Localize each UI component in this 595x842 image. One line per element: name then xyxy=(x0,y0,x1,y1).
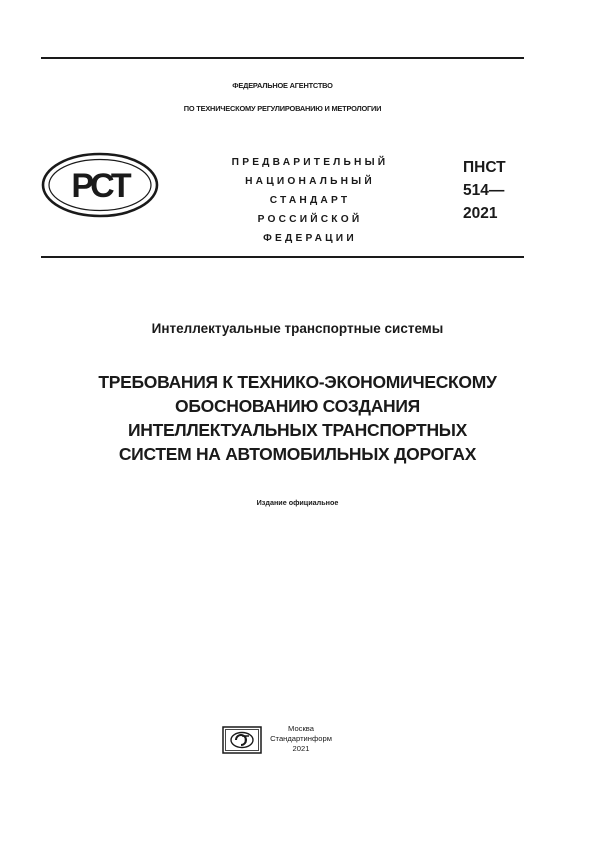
standard-type-block xyxy=(210,153,410,248)
standard-type-line: ПРЕДВАРИТЕЛЬНЫЙ xyxy=(231,157,389,168)
gost-r-logo-icon xyxy=(41,152,159,218)
series-title: Интеллектуальные транспортные системы xyxy=(151,321,444,336)
standard-type-line: ФЕДЕРАЦИИ xyxy=(263,233,357,244)
standard-designation xyxy=(463,156,506,225)
publisher-city: Москва xyxy=(288,724,314,733)
main-title-line: ТРЕБОВАНИЯ К ТЕХНИКО-ЭКОНОМИЧЕСКОМУ xyxy=(98,372,497,392)
standard-type-line: НАЦИОНАЛЬНЫЙ xyxy=(245,176,375,187)
main-title-line: СИСТЕМ НА АВТОМОБИЛЬНЫХ ДОРОГАХ xyxy=(118,444,477,464)
publisher-info xyxy=(268,724,334,754)
middle-rule xyxy=(41,256,524,258)
designation-prefix: ПНСТ xyxy=(463,159,506,176)
top-rule xyxy=(41,57,524,59)
main-title-line: ОБОСНОВАНИЮ СОЗДАНИЯ xyxy=(175,396,420,416)
standard-type-line: СТАНДАРТ xyxy=(269,195,351,206)
publisher-year: 2021 xyxy=(292,744,310,753)
logo-letters: РСТ xyxy=(71,167,129,205)
standard-type-line: РОССИЙСКОЙ xyxy=(257,214,363,225)
main-title-line: ИНТЕЛЛЕКТУАЛЬНЫХ ТРАНСПОРТНЫХ xyxy=(127,420,467,440)
standartinform-logo-icon xyxy=(222,726,262,754)
main-title xyxy=(30,370,565,466)
designation-number: 514— xyxy=(463,182,505,199)
agency-name-line-1: ФЕДЕРАЛЬНОЕ АГЕНТСТВО xyxy=(232,81,333,90)
designation-year: 2021 xyxy=(463,205,498,222)
agency-name-line-2: ПО ТЕХНИЧЕСКОМУ РЕГУЛИРОВАНИЮ И МЕТРОЛОГИИ xyxy=(183,104,382,113)
edition-label: Издание официальное xyxy=(256,498,339,507)
publisher-name: Стандартинформ xyxy=(270,734,332,743)
